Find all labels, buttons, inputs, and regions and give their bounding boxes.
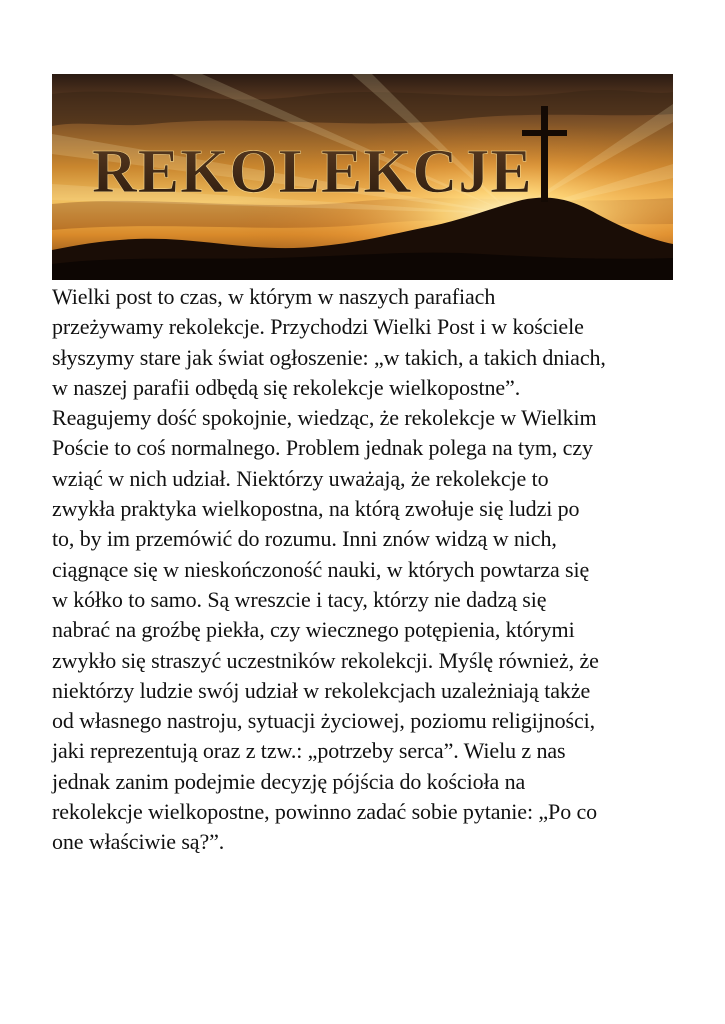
article-line: słyszymy stare jak świat ogłoszenie: „w takich, a takich dniach, [52,344,606,370]
article-line: w kółko to samo. Są wreszcie i tacy, którzy nie dadzą się [52,586,547,612]
article-line: ciągnące się w nieskończoność nauki, w których powtarza się [52,556,590,582]
article-line: to, by im przemówić do rozumu. Inni znów widzą w nich, [52,526,557,552]
article-line: nabrać na groźbę piekła, czy wiecznego potępienia, którymi [52,617,575,643]
article-line: Wielki post to czas, w którym w naszych parafiach [52,284,496,309]
article-line: Poście to coś normalnego. Problem jednak polega na tym, czy [52,435,593,461]
article-line: od własnego nastroju, sytuacji życiowej, poziomu religijności, [52,708,596,734]
article-line: jaki reprezentują oraz z tzw.: „potrzeby serca”. Wielu z nas [52,738,566,764]
article-line: zwykło się straszyć uczestników rekolekcji. Myślę również, że [52,647,599,673]
rekolekcje-banner [52,74,673,280]
article-line: niektórzy ludzie swój udział w rekolekcjach uzależniają także [52,677,591,703]
article-line: one właściwie są?”. [52,829,225,855]
article-line: przeżywamy rekolekcje. Przychodzi Wielki Post i w kościele [52,314,584,340]
article-line: w naszej parafii odbędą się rekolekcje wielkopostne”. [52,374,521,400]
banner-title: REKOLEKCJE [92,138,533,206]
article-body [52,282,676,858]
article-line: Reagujemy dość spokojnie, wiedząc, że rekolekcje w Wielkim [52,405,597,431]
article-line: rekolekcje wielkopostne, powinno zadać sobie pytanie: „Po co [52,799,598,825]
article-line: jednak zanim podejmie decyzję pójścia do kościoła na [52,768,526,794]
article-line: wziąć w nich udział. Niektórzy uważają, że rekolekcje to [52,465,549,491]
article-line: zwykła praktyka wielkopostna, na którą zwołuje się ludzi po [52,496,580,522]
sunset-cross-image [52,74,673,280]
